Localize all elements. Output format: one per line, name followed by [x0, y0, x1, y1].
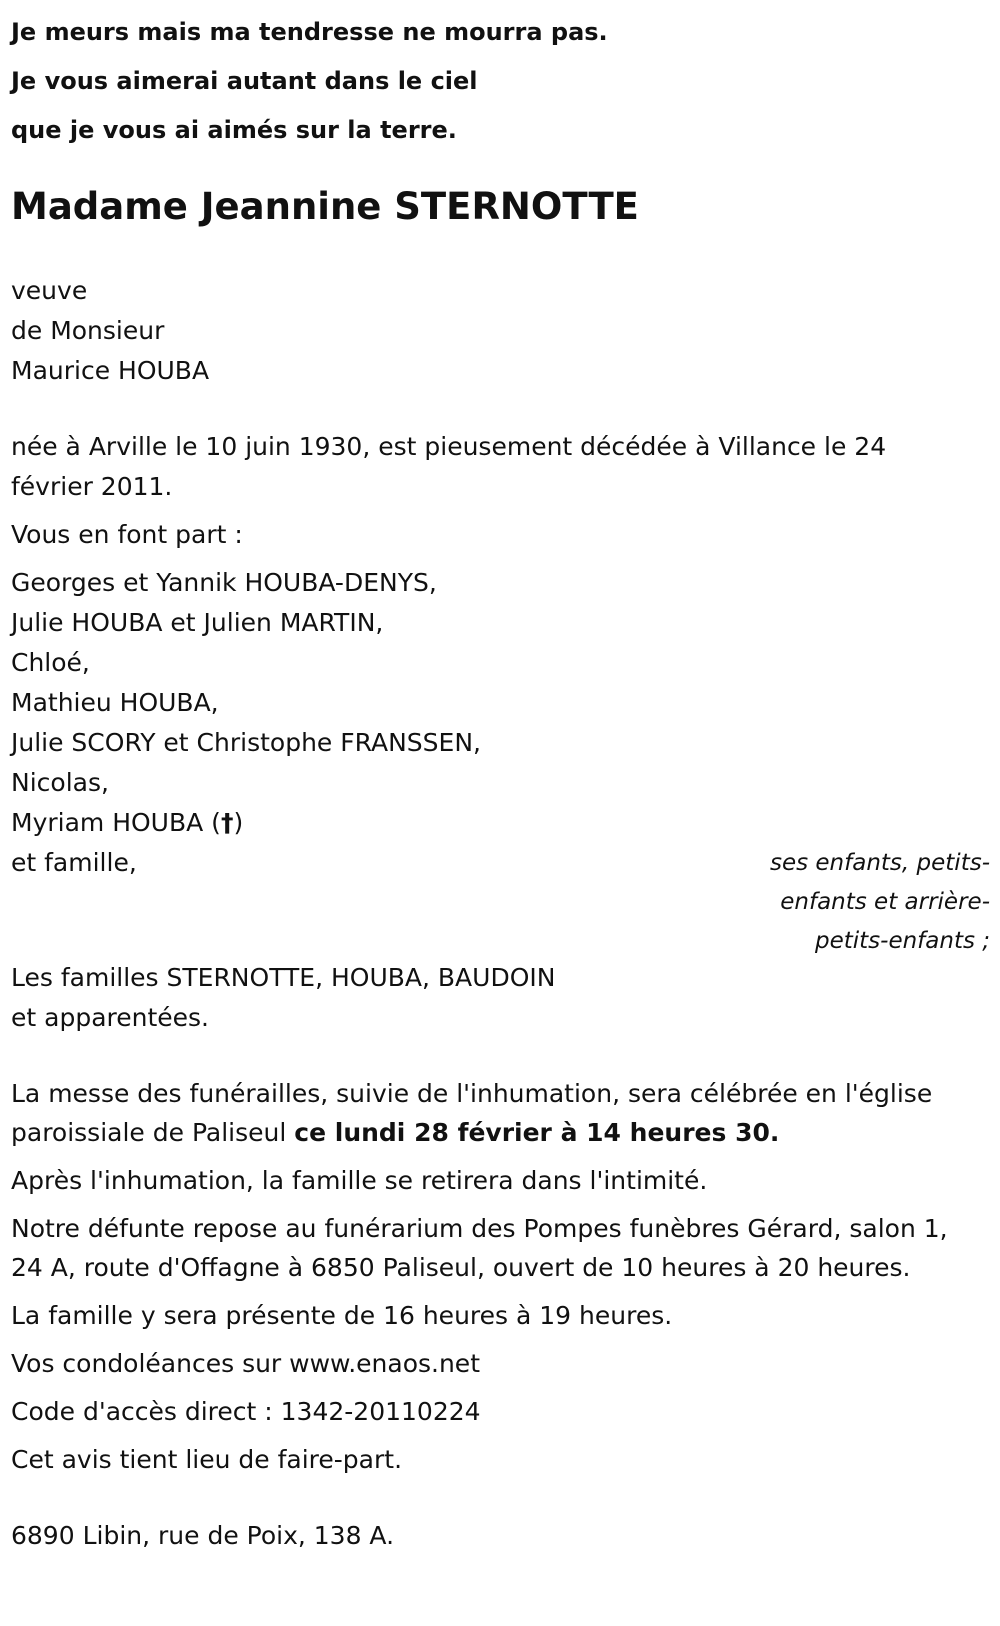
widow-block [11, 271, 991, 391]
funeral-info [11, 1074, 971, 1488]
relation-note: ses enfants, petits-enfants et arrière-petits-enfants ; [769, 850, 990, 954]
family-member: Mathieu HOUBA, [11, 688, 219, 717]
family-member: Georges et Yannik HOUBA-DENYS, [11, 568, 437, 597]
family-member: Julie HOUBA et Julien MARTIN, [11, 608, 384, 637]
family-end: et famille, [11, 848, 137, 877]
family-member: Nicolas, [11, 768, 109, 797]
cross-icon: † [220, 808, 234, 837]
widow-line: veuve [11, 276, 88, 305]
other-families-line: Les familles STERNOTTE, HOUBA, BAUDOIN [11, 963, 556, 992]
repose-text: Notre défunte repose au funérarium des Pompes funèbres Gérard, salon 1, 24 A, route d'Offagne à 6850 Paliseul, ouvert de 10 heures à 20 heures. [11, 1214, 948, 1282]
mass-text: La messe des funérailles, suivie de l'inhumation, sera célébrée en l'église paroissiale de Paliseul [11, 1079, 933, 1147]
condolences-text: Vos condoléances sur www.enaos.net [11, 1349, 480, 1378]
other-families-line: et apparentées. [11, 1003, 209, 1032]
birth-death-text: née à Arville le 10 juin 1930, est pieusement décédée à Villance le 24 février 2011. [11, 432, 887, 501]
notice-text: Cet avis tient lieu de faire-part. [11, 1445, 403, 1474]
contact-address: 6890 Libin, rue de Poix, 138 A. [11, 1521, 395, 1550]
after-burial-text: Après l'inhumation, la famille se retirera dans l'intimité. [11, 1166, 708, 1195]
epigraph-line: Je vous aimerai autant dans le ciel [11, 67, 478, 95]
family-member-deceased [11, 803, 991, 843]
epigraph-line: que je vous ai aimés sur la terre. [11, 116, 457, 144]
paren-close: ) [233, 808, 244, 837]
deceased-name: Madame Jeannine STERNOTTE [11, 185, 639, 228]
other-families [11, 958, 555, 1038]
family-list [11, 563, 991, 883]
announce-text: Vous en font part : [11, 520, 243, 549]
obituary-notice [11, 0, 991, 883]
mass-paragraph [11, 1074, 971, 1152]
family-member: Chloé, [11, 648, 90, 677]
epigraph-line: Je meurs mais ma tendresse ne mourra pas. [11, 18, 608, 46]
epigraph [11, 0, 991, 155]
family-member: Julie SCORY et Christophe FRANSSEN, [11, 728, 481, 757]
family-presence-text: La famille y sera présente de 16 heures à 19 heures. [11, 1301, 673, 1330]
widow-line: de Monsieur [11, 316, 165, 345]
access-code-text: Code d'accès direct : 1342-20110224 [11, 1397, 481, 1426]
widow-line: Maurice HOUBA [11, 356, 210, 385]
mass-date: ce lundi 28 février à 14 heures 30. [294, 1118, 780, 1147]
family-member-name: Myriam HOUBA ( [11, 808, 221, 837]
